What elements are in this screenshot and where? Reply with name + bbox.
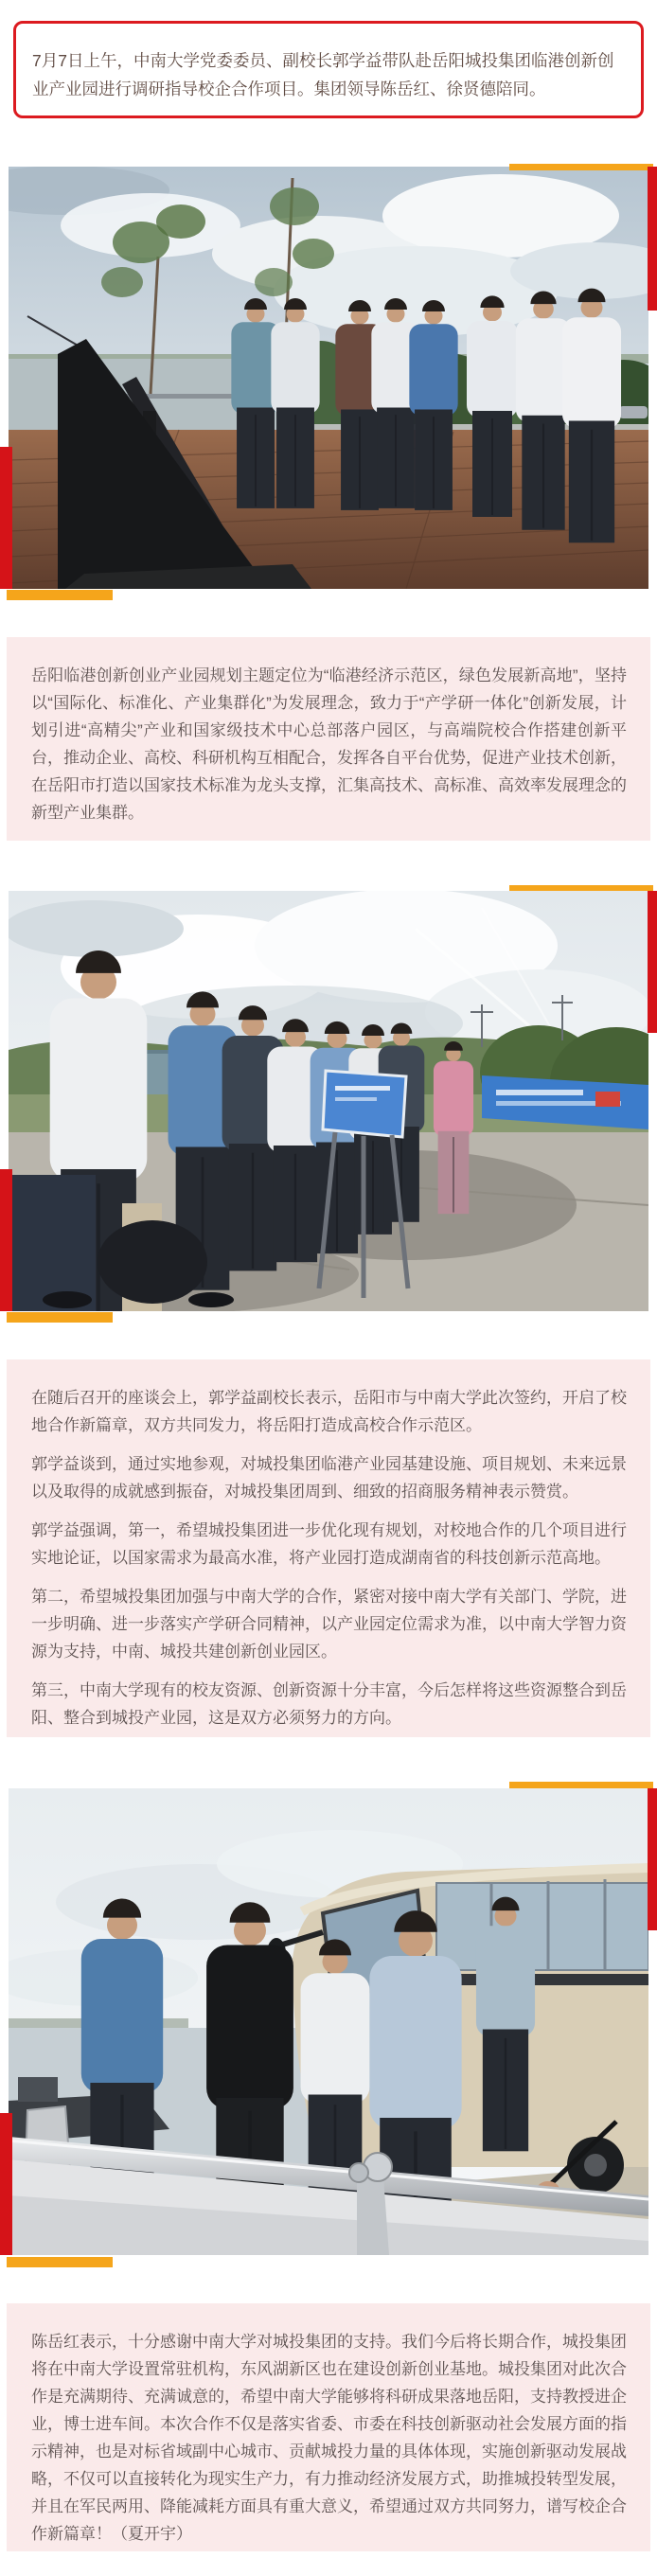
photo-deck-visit[interactable] xyxy=(9,167,648,589)
accent-bar-orange-bottom-left-1 xyxy=(7,590,113,600)
accent-bar-orange-top-right-2 xyxy=(509,885,653,891)
paragraph-block-closing xyxy=(7,2303,650,2551)
person xyxy=(467,295,518,517)
body-paragraph: 第二，希望城投集团加强与中南大学的合作，紧密对接中南大学有关部门、学院，进一步明确、进一步落实产学研合同精神，以产业园定位需求为准，以中南大学智力资源为支持，中南、城投共建创新创业园区。 xyxy=(31,1588,627,1661)
accent-bar-orange-top-right-3 xyxy=(509,1782,653,1788)
paragraph-block-overview xyxy=(7,637,650,841)
accent-bar-red-left-1 xyxy=(0,447,12,589)
paragraph-block-meeting xyxy=(7,1359,650,1737)
body-paragraph: 郭学益强调，第一，希望城投集团进一步优化现有规划，对校地合作的几个项目进行实地论证，以国家需求为最高水准，将产业园打造成湖南省的科技创新示范高地。 xyxy=(31,1521,627,1567)
photo-board-viewing[interactable] xyxy=(9,891,648,1311)
body-paragraph: 在随后召开的座谈会上，郭学益副校长表示，岳阳市与中南大学此次签约，开启了校地合作新篇章，双方共同发力，将岳阳打造成高校合作示范区。 xyxy=(31,1389,627,1434)
accent-bar-orange-bottom-left-2 xyxy=(7,1312,113,1323)
accent-bar-orange-bottom-left-3 xyxy=(7,2257,113,2267)
body-paragraph: 第三，中南大学现有的校友资源、创新资源十分丰富，今后怎样将这些资源整合到岳阳、整合到城投产业园，这是双方必须努力的方向。 xyxy=(31,1681,627,1727)
people-group xyxy=(231,289,621,543)
photo-frame-inspection[interactable] xyxy=(9,1788,648,2255)
body-paragraph: 陈岳红表示，十分感谢中南大学对城投集团的支持。我们今后将长期合作，城投集团将在中南大学设置常驻机构，东风湖新区也在建设创新创业基地。城投集团对此次合作是充满期待、充满诚意的，希望中南大学能够将科研成果落地岳阳，支持教授进企业，博士进车间。本次合作不仅是落实省委、市委在科技创新驱动社会发展方面的指示精神，也是对标省域副中心城市、贡献城投力量的具体体现，实施创新驱动发展战略，不仅可以直接转化为现实生产力，有力推动经济发展方式，助推城投转型发展，并且在军民两用、降能减耗方面具有重大意义，希望通过双方共同努力，谱写校企合作新篇章！（夏开宇） xyxy=(31,2333,627,2543)
accent-bar-orange-top-right-1 xyxy=(509,164,653,170)
accent-bar-red-left-3 xyxy=(0,2113,12,2255)
accent-bar-red-right-3 xyxy=(648,1788,657,1930)
photo-3-image[interactable] xyxy=(9,1788,648,2255)
person xyxy=(434,1041,473,1214)
accent-bar-red-left-2 xyxy=(0,1169,12,1311)
person xyxy=(409,300,457,510)
photo-1-image[interactable] xyxy=(9,167,648,589)
photo-2-image[interactable] xyxy=(9,891,648,1311)
accent-bar-red-right-2 xyxy=(648,891,657,1033)
body-paragraph: 郭学益谈到，通过实地参观，对城投集团临港产业园基建设施、项目规划、未来远景以及取得的成就感到振奋，对城投集团周到、细致的招商服务精神表示赞赏。 xyxy=(31,1455,627,1501)
intro-highlight-box xyxy=(13,21,644,118)
person xyxy=(562,289,621,543)
person xyxy=(271,298,319,508)
accent-bar-red-right-1 xyxy=(648,167,657,311)
body-paragraph: 岳阳临港创新创业产业园规划主题定位为“临港经济示范区，绿色发展新高地”，坚持以“国际化、标准化、产业集群化”为发展理念，致力于“产学研一体化”创新发展，计划引进“高精尖”产业和国家级技术中心总部落户园区，与高端院校合作搭建创新平台，推动企业、高校、科研机构互相配合，发挥各自平台优势，促进产业技术创新，在岳阳市打造以国家技术标准为龙头支撑，汇集高技术、高标准、高效率发展理念的新型产业集群。 xyxy=(31,666,627,822)
intro-text: 7月7日上午，中南大学党委委员、副校长郭学益带队赴岳阳城投集团临港创新创业产业园进行调研指导校企合作项目。集团领导陈岳红、徐贤德陪同。 xyxy=(32,51,614,98)
person xyxy=(476,1897,535,2152)
